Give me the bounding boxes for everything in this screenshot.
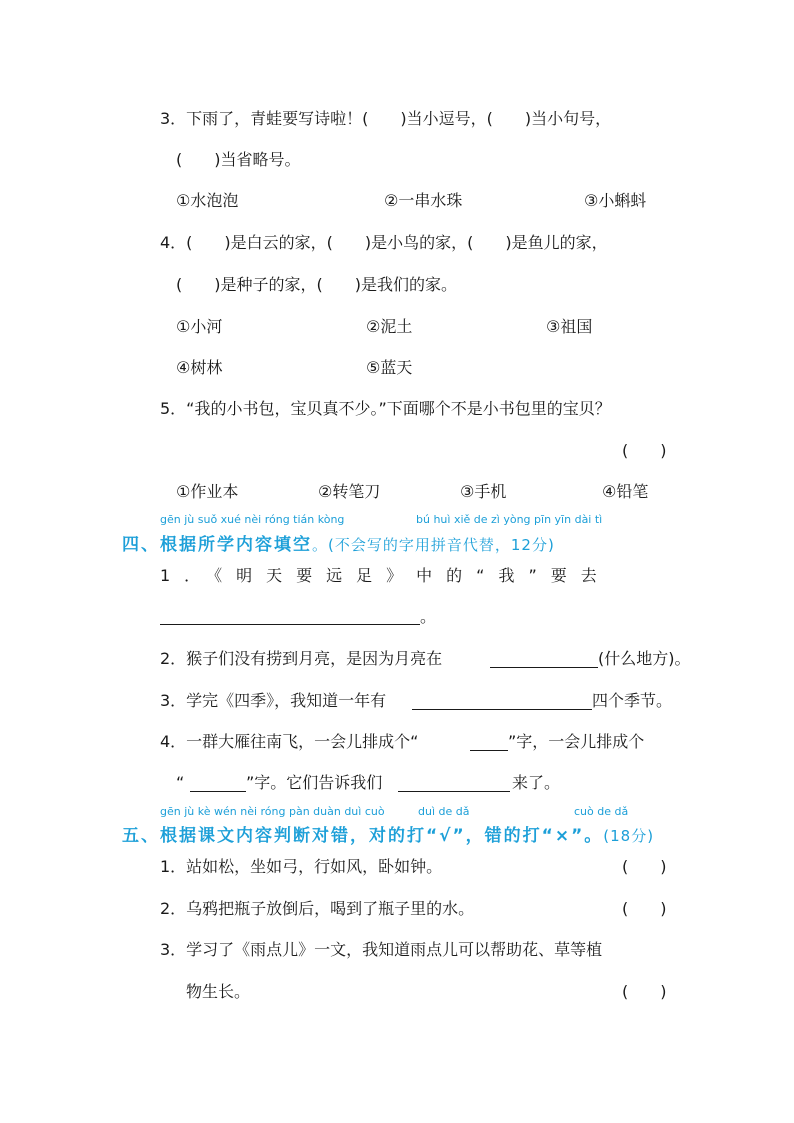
question-4-option-2: ②泥土: [366, 317, 413, 336]
question-4-line1: 4．( )是白云的家，( )是小鸟的家，( )是鱼儿的家，: [160, 233, 608, 252]
question-3-option-3: ③小蝌蚪: [584, 191, 647, 210]
question-3-line1: 3．下雨了，青蛙要写诗啦！( )当小逗号，( )当小句号，: [160, 109, 612, 128]
s4-question-3-a: 3．学完《四季》，我知道一年有: [160, 691, 387, 710]
section-4-pinyin-title: gēn jù suǒ xué nèi róng tián kòng: [160, 513, 345, 526]
s4-q4-blank-2[interactable]: [190, 791, 246, 792]
question-4-option-3: ③祖国: [546, 317, 593, 336]
s4-question-2-b: (什么地方)。: [598, 649, 691, 668]
s5-question-2: 2．乌鸦把瓶子放倒后，喝到了瓶子里的水。: [160, 899, 475, 918]
s4-question-4-c: “: [176, 773, 185, 792]
s4-q4-blank-3[interactable]: [398, 791, 510, 792]
question-5-option-1: ①作业本: [176, 482, 239, 501]
question-5-answer-paren: ( ): [622, 441, 667, 460]
s5-question-1: 1．站如松，坐如弓，行如风，卧如钟。: [160, 857, 443, 876]
question-3-option-1: ①水泡泡: [176, 191, 239, 210]
question-5-option-3: ③手机: [460, 482, 507, 501]
s5-q2-answer-paren[interactable]: ( ): [622, 899, 667, 918]
s4-q3-blank[interactable]: [412, 709, 592, 710]
section-5-pinyin-right: duì de dǎ: [418, 805, 470, 818]
s4-question-2-a: 2．猴子们没有捞到月亮，是因为月亮在: [160, 649, 443, 668]
s4-q2-blank[interactable]: [490, 667, 598, 668]
question-4-option-5: ⑤蓝天: [366, 358, 413, 377]
question-5-option-4: ④铅笔: [602, 482, 649, 501]
section-5-pinyin-title: gēn jù kè wén nèi róng pàn duàn duì cuò: [160, 805, 385, 818]
s5-q1-answer-paren[interactable]: ( ): [622, 857, 667, 876]
s5-question-3-a: 3．学习了《雨点儿》一文，我知道雨点儿可以帮助花、草等植: [160, 940, 603, 959]
s4-question-4-d: ”字。它们告诉我们: [246, 773, 383, 792]
question-4-option-4: ④树林: [176, 358, 223, 377]
question-3-option-2: ②一串水珠: [384, 191, 463, 210]
section-4-title: 四、根据所学内容填空: [122, 535, 312, 555]
question-5-option-2: ②转笔刀: [318, 482, 381, 501]
s5-q3-answer-paren[interactable]: ( ): [622, 982, 667, 1001]
question-3-line2: ( )当省略号。: [176, 150, 301, 169]
s4-q1-blank[interactable]: [160, 624, 420, 625]
s4-question-4-a: 4．一群大雁往南飞，一会儿排成个“: [160, 732, 419, 751]
s4-question-4-e: 来了。: [512, 773, 561, 792]
s4-q1-end: 。: [420, 607, 437, 626]
s4-question-1: 1．《明天要远足》中的“我”要去: [160, 566, 611, 585]
s4-question-4-b: ”字，一会儿排成个: [508, 732, 645, 751]
question-5-line1: 5．“我的小书包，宝贝真不少。”下面哪个不是小书包里的宝贝？: [160, 399, 611, 418]
section-4-note: 。(不会写的字用拼音代替，12分): [312, 536, 555, 554]
section-5-pinyin-wrong: cuò de dǎ: [574, 805, 629, 818]
section-4-pinyin-note: bú huì xiě de zì yòng pīn yīn dài tì: [416, 513, 603, 526]
section-5-title: 五、根据课文内容判断对错，对的打“√”，错的打“×”。: [122, 826, 604, 846]
s4-q4-blank-1[interactable]: [470, 750, 508, 751]
section-5-heading: [122, 821, 654, 846]
section-4-heading: [122, 530, 555, 555]
question-4-line2: ( )是种子的家，( )是我们的家。: [176, 275, 457, 294]
section-5-note: (18分): [603, 827, 655, 845]
question-4-option-1: ①小河: [176, 317, 223, 336]
s5-question-3-b: 物生长。: [186, 982, 251, 1001]
s4-question-3-b: 四个季节。: [592, 691, 673, 710]
